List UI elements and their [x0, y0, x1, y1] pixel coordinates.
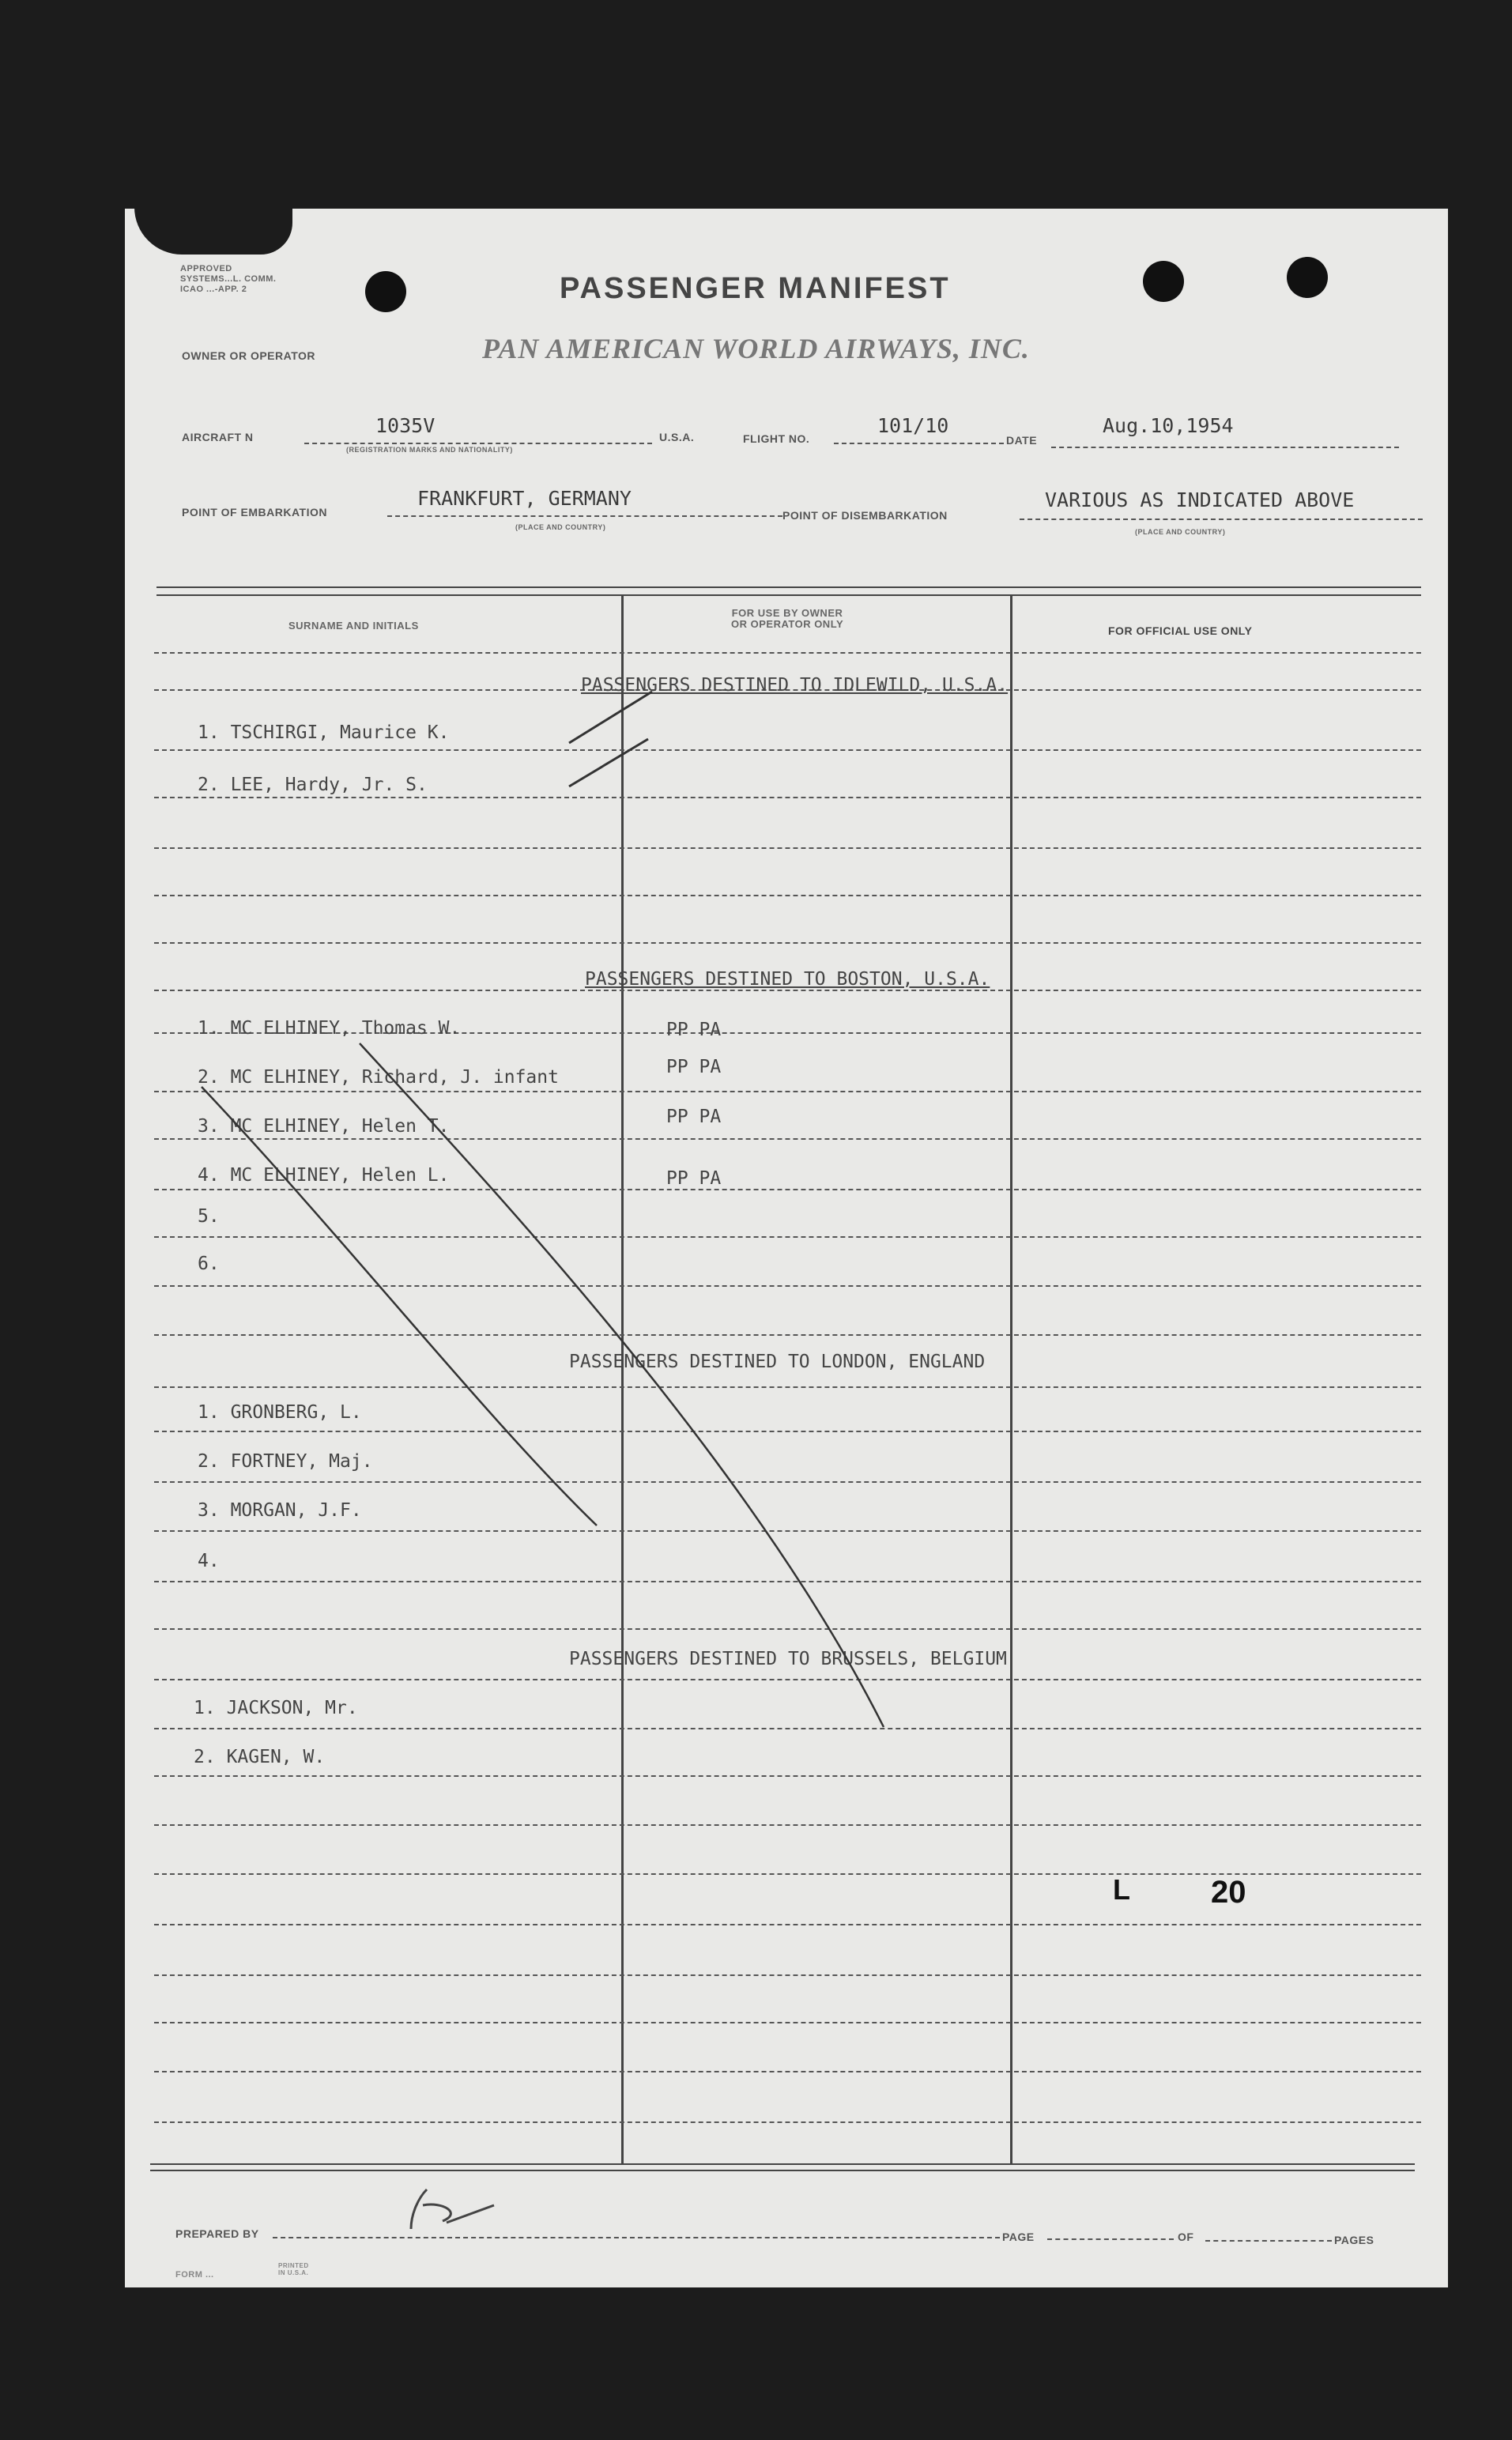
passenger-mark: PP PA: [666, 1107, 722, 1127]
usa-label: U.S.A.: [659, 431, 695, 443]
table-bottom-rule-2: [150, 2170, 1415, 2171]
passenger-name: MC ELHINEY, Richard, J. infant: [230, 1067, 559, 1088]
passenger-number: 5.: [198, 1206, 220, 1227]
owner-label: OWNER OR OPERATOR: [182, 349, 315, 362]
pages-label: PAGES: [1334, 2234, 1374, 2246]
passenger-name: FORTNEY, Maj.: [230, 1451, 373, 1472]
passenger-name: LEE, Hardy, Jr. S.: [230, 775, 428, 795]
flight-value: 101/10: [877, 414, 949, 437]
passenger-name: MC ELHINEY, Thomas W.: [230, 1018, 461, 1039]
passenger-name: MC ELHINEY, Helen L.: [230, 1165, 450, 1186]
passenger-name: JACKSON, Mr.: [226, 1698, 358, 1718]
printed-note: PRINTED IN U.S.A.: [278, 2262, 309, 2276]
official-stamp-number: 20: [1211, 1875, 1246, 1910]
passenger-name: KAGEN, W.: [226, 1747, 326, 1767]
passenger-mark: PP PA: [666, 1057, 722, 1077]
passenger-name: TSCHIRGI, Maurice K.: [230, 722, 450, 743]
col-surname-header: SURNAME AND INITIALS: [288, 620, 419, 632]
passenger-name: MORGAN, J.F.: [230, 1500, 362, 1521]
passenger-mark: PP PA: [666, 1168, 722, 1189]
prepared-underline: [273, 2237, 1000, 2238]
group-header-london: PASSENGERS DESTINED TO LONDON, ENGLAND: [569, 1352, 986, 1372]
group-header-brussels: PASSENGERS DESTINED TO BRUSSELS, BELGIUM: [569, 1649, 1007, 1669]
page-title: PASSENGER MANIFEST: [560, 272, 951, 305]
passenger-number: 2.: [194, 1747, 216, 1767]
passenger-number: 1.: [198, 1018, 220, 1039]
form-number: FORM ...: [175, 2270, 214, 2280]
passenger-name: GRONBERG, L.: [230, 1402, 362, 1423]
col-official-header: FOR OFFICIAL USE ONLY: [1108, 624, 1253, 637]
passenger-number: 1.: [194, 1698, 216, 1718]
embark-label: POINT OF EMBARKATION: [182, 506, 327, 519]
passenger-mark: PP PA: [666, 1020, 722, 1040]
passenger-number: 1.: [198, 1402, 220, 1423]
disembark-place-note: (PLACE AND COUNTRY): [1135, 528, 1226, 536]
passenger-number: 4.: [198, 1165, 220, 1186]
date-label: DATE: [1006, 434, 1038, 447]
passenger-number: 2.: [198, 1067, 220, 1088]
date-value: Aug.10,1954: [1103, 414, 1234, 437]
flight-label: FLIGHT NO.: [743, 432, 810, 445]
passenger-number: 2.: [198, 775, 220, 795]
table-bottom-rule-1: [150, 2163, 1415, 2165]
group-header-boston: PASSENGERS DESTINED TO BOSTON, U.S.A.: [585, 969, 990, 990]
of-label: OF: [1178, 2231, 1194, 2243]
official-stamp-mark: L: [1113, 1873, 1130, 1906]
approved-line-1: APPROVED: [180, 264, 232, 273]
passenger-number: 2.: [198, 1451, 220, 1472]
passenger-number: 4.: [198, 1551, 220, 1571]
disembark-label: POINT OF DISEMBARKATION: [782, 509, 948, 522]
passenger-name: MC ELHINEY, Helen T.: [230, 1116, 450, 1137]
col-owner-header-line2: OR OPERATOR ONLY: [731, 618, 844, 630]
disembark-value: VARIOUS AS INDICATED ABOVE: [1045, 488, 1355, 511]
passenger-number: 6.: [198, 1254, 220, 1274]
of-underline: [1205, 2240, 1332, 2242]
passenger-number: 1.: [198, 722, 220, 743]
page-label: PAGE: [1002, 2231, 1035, 2243]
embark-place-note: (PLACE AND COUNTRY): [515, 523, 606, 531]
col-owner-header-line1: FOR USE BY OWNER: [731, 607, 843, 619]
prepared-label: PREPARED BY: [175, 2227, 259, 2240]
aircraft-value: 1035V: [375, 414, 436, 437]
passenger-number: 3.: [198, 1500, 220, 1521]
passenger-number: 3.: [198, 1116, 220, 1137]
page-underline: [1047, 2238, 1174, 2240]
approved-line-2: SYSTEMS...L. COMM.: [180, 274, 277, 284]
group-header-idlewild: PASSENGERS DESTINED TO IDLEWILD, U.S.A.: [581, 675, 1009, 696]
approved-line-3: ICAO ...-APP. 2: [180, 285, 247, 294]
embark-value: FRANKFURT, GERMANY: [417, 487, 632, 510]
registration-note: (REGISTRATION MARKS AND NATIONALITY): [346, 446, 513, 454]
owner-value: PAN AMERICAN WORLD AIRWAYS, INC.: [482, 333, 1030, 364]
aircraft-label: AIRCRAFT N: [182, 431, 254, 443]
